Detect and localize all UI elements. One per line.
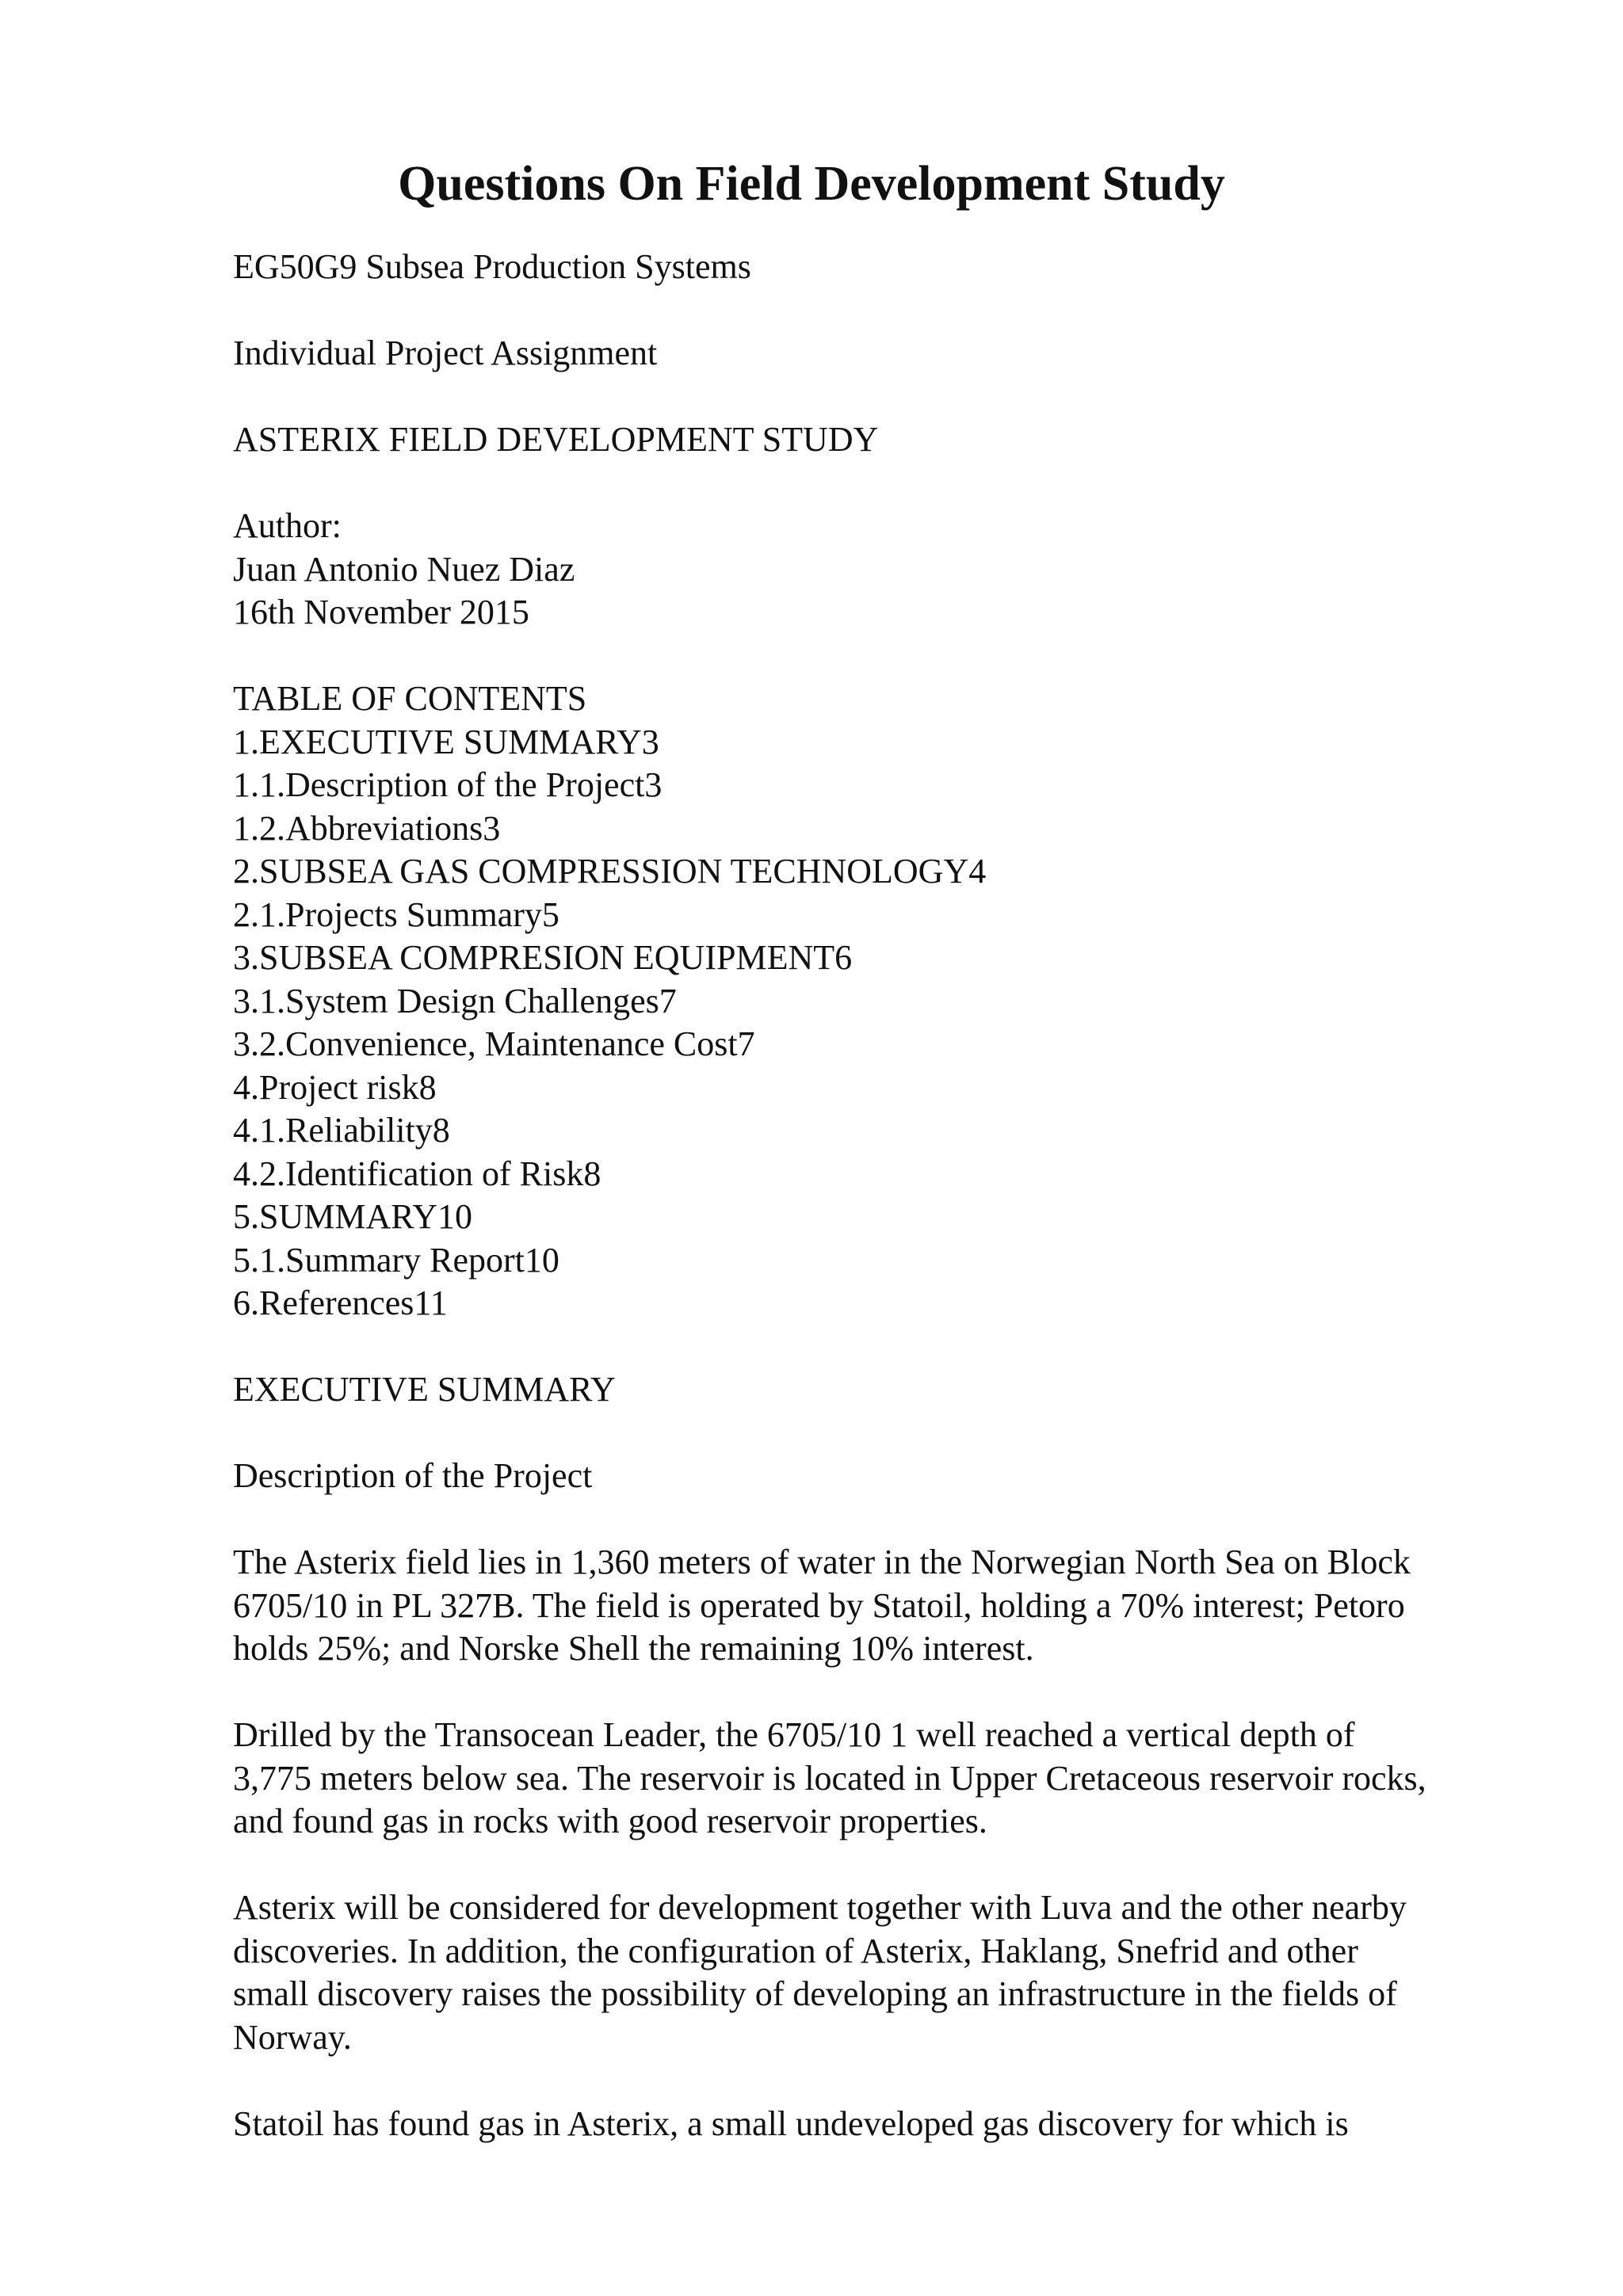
toc-item: 4.1.Reliability8: [233, 1111, 450, 1150]
toc-item: 3.2.Convenience, Maintenance Cost7: [233, 1024, 755, 1063]
paragraph-line: small discovery raises the possibility of developing an infrastructure in the fields of: [233, 1974, 1397, 2013]
paragraph-line: holds 25%; and Norske Shell the remaining 10% interest.: [233, 1629, 1034, 1668]
toc-item: 1.EXECUTIVE SUMMARY3: [233, 722, 659, 761]
table-of-contents: [233, 677, 1501, 1325]
paragraph-line: Norway.: [233, 2017, 352, 2057]
toc-item: 2.SUBSEA GAS COMPRESSION TECHNOLOGY4: [233, 852, 987, 891]
body-paragraph: [233, 1886, 1501, 2059]
body-paragraph: [233, 1541, 1501, 1671]
assignment-line: Individual Project Assignment: [233, 334, 658, 372]
paragraph-line: discoveries. In addition, the configuration of Asterix, Haklang, Snefrid and other: [233, 1931, 1358, 1970]
toc-item: 4.2.Identification of Risk8: [233, 1154, 601, 1193]
paragraph-line: and found gas in rocks with good reservoir properties.: [233, 1802, 987, 1840]
body-paragraph: [233, 1714, 1501, 1844]
paragraph-line: 6705/10 in PL 327B. The field is operated by Statoil, holding a 70% interest; Petoro: [233, 1585, 1405, 1625]
paragraph-line: Asterix will be considered for development together with Luva and the other nearby: [233, 1888, 1407, 1927]
author-date: 16th November 2015: [233, 593, 529, 631]
paragraph-line: The Asterix field lies in 1,360 meters of water in the Norwegian North Sea on Block: [233, 1543, 1411, 1581]
toc-item: 2.1.Projects Summary5: [233, 894, 559, 934]
document-body: [233, 246, 1501, 2189]
toc-item: 4.Project risk8: [233, 1067, 437, 1107]
toc-item: 1.1.Description of the Project3: [233, 765, 663, 804]
author-name: Juan Antonio Nuez Diaz: [233, 549, 575, 589]
section-heading-executive-summary: EXECUTIVE SUMMARY: [233, 1370, 616, 1409]
author-label: Author:: [233, 506, 342, 545]
toc-item: 5.SUMMARY10: [233, 1197, 472, 1236]
toc-item: 3.1.System Design Challenges7: [233, 981, 677, 1020]
toc-heading: TABLE OF CONTENTS: [233, 679, 587, 718]
paragraph-line: Drilled by the Transocean Leader, the 6705/10 1 well reached a vertical depth of: [233, 1715, 1355, 1754]
study-title: ASTERIX FIELD DEVELOPMENT STUDY: [233, 420, 879, 459]
body-paragraph: [233, 2103, 1501, 2146]
course-line: EG50G9 Subsea Production Systems: [233, 247, 751, 286]
toc-item: 3.SUBSEA COMPRESION EQUIPMENT6: [233, 938, 853, 977]
paragraph-line: Statoil has found gas in Asterix, a small undeveloped gas discovery for which is: [233, 2103, 1349, 2143]
paragraph-line: 3,775 meters below sea. The reservoir is located in Upper Cretaceous reservoir rocks,: [233, 1758, 1426, 1798]
toc-item: 1.2.Abbreviations3: [233, 808, 501, 848]
toc-list: [233, 721, 1501, 1325]
document-title: Questions On Field Development Study: [398, 157, 1225, 211]
author-block: [233, 505, 1501, 635]
toc-item: 5.1.Summary Report10: [233, 1240, 559, 1280]
toc-item: 6.References11: [233, 1283, 448, 1322]
subsection-heading-description: Description of the Project: [233, 1456, 593, 1495]
